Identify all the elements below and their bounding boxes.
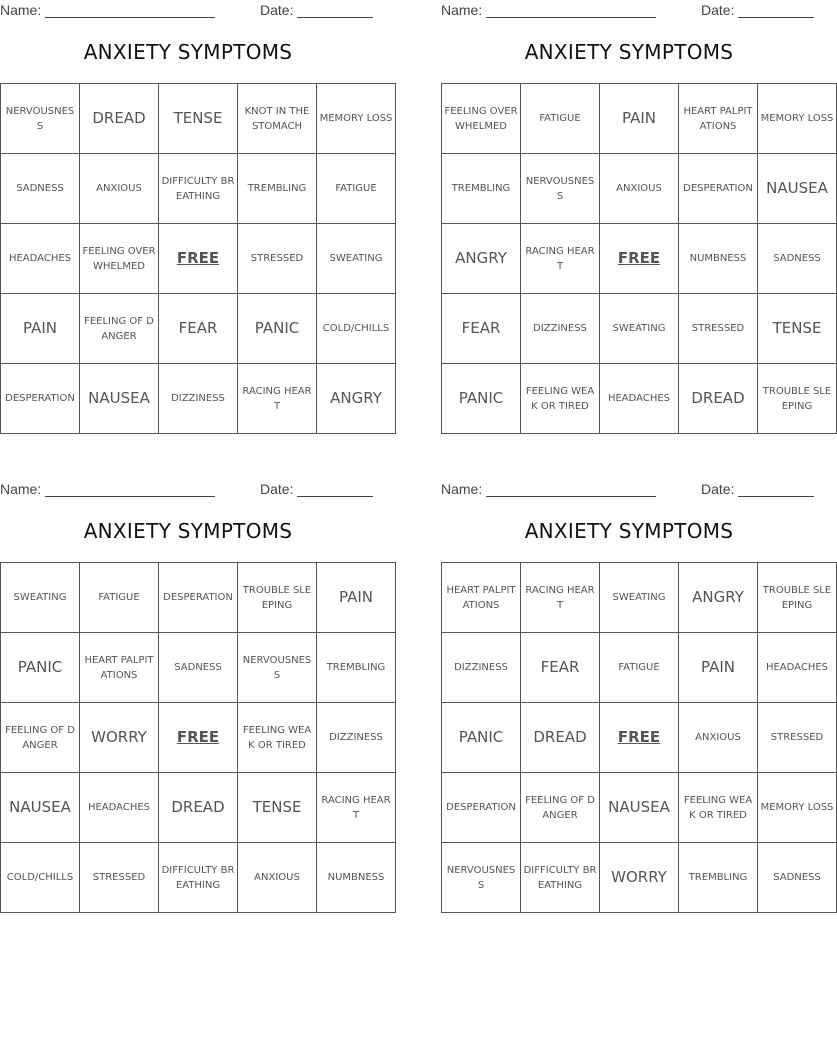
grid-row xyxy=(1,773,396,843)
bingo-cell[interactable]: ANGRY xyxy=(442,224,521,294)
name-label: Name: xyxy=(441,481,483,497)
bingo-cell[interactable]: MEMORY LOSS xyxy=(317,84,396,154)
bingo-cell[interactable]: FEELING OF DANGER xyxy=(521,773,600,843)
bingo-cell[interactable]: SWEATING xyxy=(600,563,679,633)
bingo-cell[interactable]: DIFFICULTY BREATHING xyxy=(521,843,600,913)
bingo-cell[interactable]: DIZZINESS xyxy=(159,364,238,434)
bingo-cell[interactable]: ANGRY xyxy=(317,364,396,434)
bingo-cell[interactable]: NERVOUSNESS xyxy=(521,154,600,224)
bingo-cell[interactable]: FATIGUE xyxy=(80,563,159,633)
date-label: Date: xyxy=(701,2,735,18)
bingo-cell[interactable]: TREMBLING xyxy=(442,154,521,224)
name-date-bar xyxy=(441,0,817,22)
grid-row xyxy=(442,773,837,843)
name-label: Name: xyxy=(441,2,483,18)
bingo-cell[interactable]: FEAR xyxy=(159,294,238,364)
bingo-cell[interactable]: NAUSEA xyxy=(758,154,837,224)
bingo-cell[interactable]: ANXIOUS xyxy=(80,154,159,224)
bingo-cell[interactable]: FATIGUE xyxy=(521,84,600,154)
bingo-cell[interactable]: FATIGUE xyxy=(600,633,679,703)
bingo-cell[interactable]: ANXIOUS xyxy=(238,843,317,913)
grid-row xyxy=(1,563,396,633)
name-date-bar xyxy=(0,479,376,501)
bingo-cell[interactable]: FEELING WEAK OR TIRED xyxy=(679,773,758,843)
bingo-cell[interactable]: TREMBLING xyxy=(679,843,758,913)
bingo-cell[interactable]: FEELING OF DANGER xyxy=(1,703,80,773)
bingo-grid xyxy=(441,562,837,913)
bingo-cell[interactable]: HEART PALPITATIONS xyxy=(442,563,521,633)
bingo-cell[interactable]: NERVOUSNESS xyxy=(238,633,317,703)
bingo-cell[interactable]: PANIC xyxy=(442,364,521,434)
bingo-cell[interactable]: STRESSED xyxy=(758,703,837,773)
bingo-cell[interactable]: DESPERATION xyxy=(159,563,238,633)
grid-row xyxy=(442,364,837,434)
name-line xyxy=(45,484,215,497)
name-line xyxy=(45,5,215,18)
bingo-cell[interactable]: ANXIOUS xyxy=(600,154,679,224)
bingo-cell[interactable]: DESPERATION xyxy=(442,773,521,843)
grid-row xyxy=(442,843,837,913)
date-label: Date: xyxy=(701,481,735,497)
bingo-cell[interactable]: KNOT IN THE STOMACH xyxy=(238,84,317,154)
grid-row xyxy=(1,633,396,703)
free-space-cell[interactable]: FREE xyxy=(159,224,238,294)
bingo-cell[interactable]: FEELING WEAK OR TIRED xyxy=(238,703,317,773)
bingo-cell[interactable]: STRESSED xyxy=(238,224,317,294)
bingo-cell[interactable]: SWEATING xyxy=(1,563,80,633)
bingo-cell[interactable]: TROUBLE SLEEPING xyxy=(758,364,837,434)
bingo-cell[interactable]: PAIN xyxy=(600,84,679,154)
bingo-cell[interactable]: HEADACHES xyxy=(1,224,80,294)
bingo-cell[interactable]: SADNESS xyxy=(758,224,837,294)
grid-row xyxy=(1,703,396,773)
bingo-cell[interactable]: SWEATING xyxy=(600,294,679,364)
card-title: ANXIETY SYMPTOMS xyxy=(83,519,293,543)
bingo-cell[interactable]: TROUBLE SLEEPING xyxy=(238,563,317,633)
bingo-cell[interactable]: DIZZINESS xyxy=(521,294,600,364)
grid-row xyxy=(1,364,396,434)
name-date-bar xyxy=(441,479,817,501)
name-label: Name: xyxy=(0,481,42,497)
name-label: Name: xyxy=(0,2,42,18)
bingo-cell[interactable]: HEADACHES xyxy=(80,773,159,843)
date-label: Date: xyxy=(260,481,294,497)
bingo-cell[interactable]: STRESSED xyxy=(679,294,758,364)
grid-row xyxy=(1,84,396,154)
grid-row xyxy=(1,843,396,913)
bingo-cell[interactable]: TROUBLE SLEEPING xyxy=(758,563,837,633)
grid-row xyxy=(1,224,396,294)
card-title: ANXIETY SYMPTOMS xyxy=(83,40,293,64)
bingo-cell[interactable]: DIFFICULTY BREATHING xyxy=(159,154,238,224)
bingo-grid xyxy=(441,83,837,434)
name-date-bar xyxy=(0,0,376,22)
bingo-cell[interactable]: MEMORY LOSS xyxy=(758,84,837,154)
bingo-cell[interactable]: PANIC xyxy=(442,703,521,773)
bingo-cell[interactable]: PAIN xyxy=(1,294,80,364)
bingo-cell[interactable]: NAUSEA xyxy=(80,364,159,434)
bingo-cell[interactable]: DREAD xyxy=(521,703,600,773)
bingo-cell[interactable]: TENSE xyxy=(159,84,238,154)
bingo-card-3 xyxy=(0,479,391,891)
bingo-cell[interactable]: PAIN xyxy=(679,633,758,703)
bingo-cell[interactable]: DESPERATION xyxy=(1,364,80,434)
grid-row xyxy=(442,563,837,633)
bingo-grid xyxy=(0,562,396,913)
bingo-cell[interactable]: HEADACHES xyxy=(758,633,837,703)
bingo-cell[interactable]: COLD/CHILLS xyxy=(1,843,80,913)
bingo-cell[interactable]: NERVOUSNESS xyxy=(442,843,521,913)
bingo-cell[interactable]: FEELING OVERWHELMED xyxy=(442,84,521,154)
bingo-cell[interactable]: WORRY xyxy=(600,843,679,913)
bingo-cell[interactable]: HEART PALPITATIONS xyxy=(80,633,159,703)
free-space-cell[interactable]: FREE xyxy=(600,224,679,294)
grid-row xyxy=(1,294,396,364)
bingo-cell[interactable]: TREMBLING xyxy=(238,154,317,224)
bingo-cell[interactable]: DIZZINESS xyxy=(442,633,521,703)
bingo-cell[interactable]: NERVOUSNESS xyxy=(1,84,80,154)
bingo-cell[interactable]: HEART PALPITATIONS xyxy=(679,84,758,154)
date-line xyxy=(297,5,373,18)
bingo-card-4 xyxy=(441,479,834,891)
bingo-cell[interactable]: RACING HEART xyxy=(521,563,600,633)
bingo-cell[interactable]: PANIC xyxy=(238,294,317,364)
bingo-cell[interactable]: FEAR xyxy=(442,294,521,364)
bingo-cell[interactable]: TENSE xyxy=(758,294,837,364)
bingo-cell[interactable]: NUMBNESS xyxy=(317,843,396,913)
date-line xyxy=(738,5,814,18)
grid-row xyxy=(442,633,837,703)
free-space-cell[interactable]: FREE xyxy=(159,703,238,773)
name-line xyxy=(486,5,656,18)
bingo-cell[interactable]: FEELING WEAK OR TIRED xyxy=(521,364,600,434)
bingo-cell[interactable]: SWEATING xyxy=(317,224,396,294)
bingo-cell[interactable]: SADNESS xyxy=(1,154,80,224)
bingo-cell[interactable]: ANXIOUS xyxy=(679,703,758,773)
bingo-cell[interactable]: DREAD xyxy=(159,773,238,843)
bingo-cell[interactable]: TREMBLING xyxy=(317,633,396,703)
bingo-cell[interactable]: SADNESS xyxy=(159,633,238,703)
bingo-cell[interactable]: NUMBNESS xyxy=(679,224,758,294)
bingo-cell[interactable]: FEELING OF DANGER xyxy=(80,294,159,364)
bingo-cell[interactable]: SADNESS xyxy=(758,843,837,913)
grid-row xyxy=(442,154,837,224)
bingo-cell[interactable]: PAIN xyxy=(317,563,396,633)
bingo-cell[interactable]: FEAR xyxy=(521,633,600,703)
bingo-cell[interactable]: WORRY xyxy=(80,703,159,773)
grid-row xyxy=(1,154,396,224)
bingo-cell[interactable]: NAUSEA xyxy=(1,773,80,843)
date-label: Date: xyxy=(260,2,294,18)
bingo-cell[interactable]: RACING HEART xyxy=(238,364,317,434)
bingo-cell[interactable]: RACING HEART xyxy=(521,224,600,294)
grid-row xyxy=(442,294,837,364)
bingo-cell[interactable]: NAUSEA xyxy=(600,773,679,843)
bingo-grid xyxy=(0,83,396,434)
bingo-cell[interactable]: FEELING OVERWHELMED xyxy=(80,224,159,294)
bingo-cell[interactable]: MEMORY LOSS xyxy=(758,773,837,843)
free-space-cell[interactable]: FREE xyxy=(600,703,679,773)
bingo-cell[interactable]: ANGRY xyxy=(679,563,758,633)
grid-row xyxy=(442,703,837,773)
bingo-cell[interactable]: DREAD xyxy=(679,364,758,434)
grid-row xyxy=(442,224,837,294)
bingo-cell[interactable]: RACING HEART xyxy=(317,773,396,843)
bingo-cell[interactable]: FATIGUE xyxy=(317,154,396,224)
card-title: ANXIETY SYMPTOMS xyxy=(524,519,734,543)
bingo-cell[interactable]: DIZZINESS xyxy=(317,703,396,773)
card-title: ANXIETY SYMPTOMS xyxy=(524,40,734,64)
grid-row xyxy=(442,84,837,154)
bingo-cell[interactable]: DREAD xyxy=(80,84,159,154)
date-line xyxy=(297,484,373,497)
name-line xyxy=(486,484,656,497)
bingo-cell[interactable]: DIFFICULTY BREATHING xyxy=(159,843,238,913)
bingo-cell[interactable]: STRESSED xyxy=(80,843,159,913)
bingo-cell[interactable]: COLD/CHILLS xyxy=(317,294,396,364)
bingo-card-1 xyxy=(0,0,393,412)
bingo-cell[interactable]: HEADACHES xyxy=(600,364,679,434)
date-line xyxy=(738,484,814,497)
bingo-cell[interactable]: DESPERATION xyxy=(679,154,758,224)
bingo-cell[interactable]: TENSE xyxy=(238,773,317,843)
bingo-cell[interactable]: PANIC xyxy=(1,633,80,703)
bingo-card-2 xyxy=(441,0,834,412)
